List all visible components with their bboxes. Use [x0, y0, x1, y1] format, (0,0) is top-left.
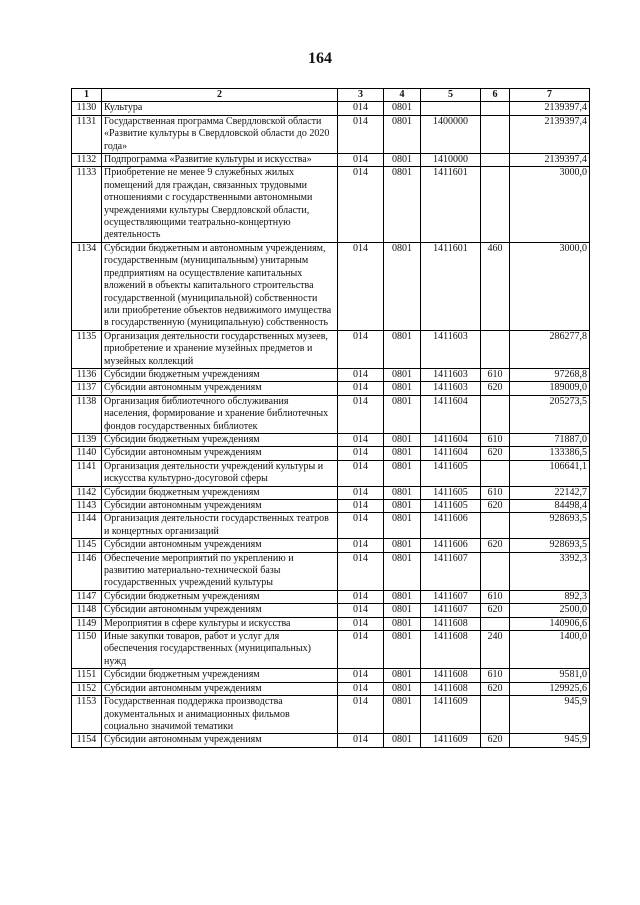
section-code: 0801 — [384, 486, 421, 499]
target-article-code: 1411603 — [421, 330, 481, 368]
ministry-code: 014 — [338, 460, 384, 486]
target-article-code: 1410000 — [421, 154, 481, 167]
table-row — [72, 539, 590, 552]
expense-type-code: 240 — [481, 631, 510, 669]
target-article-code: 1411603 — [421, 382, 481, 395]
ministry-code: 014 — [338, 368, 384, 381]
table-row — [72, 167, 590, 242]
expense-type-code: 620 — [481, 500, 510, 513]
column-header: 1 — [72, 89, 102, 102]
expense-type-code — [481, 696, 510, 734]
section-code: 0801 — [384, 682, 421, 695]
ministry-code: 014 — [338, 539, 384, 552]
item-name: Субсидии бюджетным учреждениям — [102, 669, 338, 682]
item-name: Субсидии бюджетным и автономным учреждениям, государственным (муниципальным) унитарным предприятиям на осуществление капитальных вложений в объекты капитального строительства государственной (муниципальной) собственности или приобретение объектов недвижимого имущества в государственную (муниципальную) собственность — [102, 242, 338, 330]
ministry-code: 014 — [338, 617, 384, 630]
amount: 9581,0 — [510, 669, 590, 682]
expense-type-code: 460 — [481, 242, 510, 330]
section-code: 0801 — [384, 539, 421, 552]
item-name: Организация деятельности государственных музеев, приобретение и хранение музейных предметов и музейных коллекций — [102, 330, 338, 368]
row-number: 1151 — [72, 669, 102, 682]
table-row — [72, 617, 590, 630]
section-code: 0801 — [384, 696, 421, 734]
ministry-code: 014 — [338, 631, 384, 669]
expense-type-code: 610 — [481, 669, 510, 682]
target-article-code: 1411604 — [421, 447, 481, 460]
row-number: 1152 — [72, 682, 102, 695]
section-code: 0801 — [384, 460, 421, 486]
target-article-code: 1411608 — [421, 631, 481, 669]
amount: 2139397,4 — [510, 115, 590, 153]
item-name: Субсидии бюджетным учреждениям — [102, 590, 338, 603]
target-article-code: 1411604 — [421, 395, 481, 433]
table-row — [72, 734, 590, 747]
ministry-code: 014 — [338, 154, 384, 167]
amount: 129925,6 — [510, 682, 590, 695]
table-row — [72, 631, 590, 669]
target-article-code: 1411607 — [421, 552, 481, 590]
table-row — [72, 154, 590, 167]
row-number: 1131 — [72, 115, 102, 153]
expense-type-code — [481, 330, 510, 368]
expense-type-code: 620 — [481, 539, 510, 552]
row-number: 1130 — [72, 102, 102, 115]
section-code: 0801 — [384, 631, 421, 669]
target-article-code: 1411607 — [421, 604, 481, 617]
row-number: 1143 — [72, 500, 102, 513]
expense-type-code: 620 — [481, 447, 510, 460]
target-article-code: 1411601 — [421, 242, 481, 330]
section-code: 0801 — [384, 552, 421, 590]
row-number: 1144 — [72, 513, 102, 539]
section-code: 0801 — [384, 102, 421, 115]
row-number: 1146 — [72, 552, 102, 590]
item-name: Иные закупки товаров, работ и услуг для обеспечения государственных (муниципальных) нужд — [102, 631, 338, 669]
row-number: 1147 — [72, 590, 102, 603]
row-number: 1153 — [72, 696, 102, 734]
expense-type-code: 610 — [481, 433, 510, 446]
item-name: Субсидии автономным учреждениям — [102, 500, 338, 513]
row-number: 1137 — [72, 382, 102, 395]
expense-type-code — [481, 513, 510, 539]
page-number: 164 — [308, 50, 332, 67]
table-row — [72, 669, 590, 682]
table-row — [72, 433, 590, 446]
amount: 22142,7 — [510, 486, 590, 499]
ministry-code: 014 — [338, 395, 384, 433]
target-article-code: 1400000 — [421, 115, 481, 153]
table-row — [72, 368, 590, 381]
amount: 945,9 — [510, 696, 590, 734]
table-row — [72, 115, 590, 153]
section-code: 0801 — [384, 669, 421, 682]
ministry-code: 014 — [338, 167, 384, 242]
table-row — [72, 552, 590, 590]
column-header: 5 — [421, 89, 481, 102]
target-article-code: 1411601 — [421, 167, 481, 242]
amount: 3000,0 — [510, 242, 590, 330]
section-code: 0801 — [384, 395, 421, 433]
ministry-code: 014 — [338, 513, 384, 539]
table-row — [72, 604, 590, 617]
row-number: 1154 — [72, 734, 102, 747]
amount: 892,3 — [510, 590, 590, 603]
ministry-code: 014 — [338, 486, 384, 499]
ministry-code: 014 — [338, 669, 384, 682]
section-code: 0801 — [384, 500, 421, 513]
amount: 2500,0 — [510, 604, 590, 617]
amount: 84498,4 — [510, 500, 590, 513]
target-article-code: 1411605 — [421, 460, 481, 486]
table-row — [72, 330, 590, 368]
target-article-code: 1411608 — [421, 617, 481, 630]
table-row — [72, 486, 590, 499]
amount: 928693,5 — [510, 513, 590, 539]
amount: 97268,8 — [510, 368, 590, 381]
item-name: Субсидии автономным учреждениям — [102, 734, 338, 747]
item-name: Обеспечение мероприятий по укреплению и развитию материально-технической базы государственных учреждений культуры — [102, 552, 338, 590]
row-number: 1140 — [72, 447, 102, 460]
target-article-code: 1411609 — [421, 734, 481, 747]
ministry-code: 014 — [338, 330, 384, 368]
item-name: Субсидии автономным учреждениям — [102, 447, 338, 460]
table-body — [72, 102, 590, 747]
section-code: 0801 — [384, 513, 421, 539]
item-name: Субсидии автономным учреждениям — [102, 382, 338, 395]
ministry-code: 014 — [338, 552, 384, 590]
ministry-code: 014 — [338, 696, 384, 734]
section-code: 0801 — [384, 447, 421, 460]
ministry-code: 014 — [338, 382, 384, 395]
item-name: Субсидии бюджетным учреждениям — [102, 486, 338, 499]
header-row — [72, 89, 590, 102]
amount: 106641,1 — [510, 460, 590, 486]
target-article-code: 1411609 — [421, 696, 481, 734]
expense-type-code: 620 — [481, 604, 510, 617]
budget-table — [71, 88, 590, 748]
amount: 3000,0 — [510, 167, 590, 242]
item-name: Подпрограмма «Развитие культуры и искусства» — [102, 154, 338, 167]
ministry-code: 014 — [338, 682, 384, 695]
expense-type-code: 610 — [481, 590, 510, 603]
amount: 140906,6 — [510, 617, 590, 630]
target-article-code: 1411603 — [421, 368, 481, 381]
column-header: 6 — [481, 89, 510, 102]
expense-type-code — [481, 115, 510, 153]
amount: 3392,3 — [510, 552, 590, 590]
section-code: 0801 — [384, 433, 421, 446]
item-name: Организация деятельности государственных театров и концертных организаций — [102, 513, 338, 539]
column-header: 3 — [338, 89, 384, 102]
row-number: 1134 — [72, 242, 102, 330]
section-code: 0801 — [384, 115, 421, 153]
item-name: Субсидии автономным учреждениям — [102, 604, 338, 617]
table-row — [72, 382, 590, 395]
target-article-code: 1411608 — [421, 682, 481, 695]
row-number: 1136 — [72, 368, 102, 381]
section-code: 0801 — [384, 382, 421, 395]
item-name: Культура — [102, 102, 338, 115]
target-article-code: 1411608 — [421, 669, 481, 682]
expense-type-code — [481, 167, 510, 242]
row-number: 1142 — [72, 486, 102, 499]
amount: 945,9 — [510, 734, 590, 747]
target-article-code: 1411604 — [421, 433, 481, 446]
expense-type-code — [481, 395, 510, 433]
table-row — [72, 460, 590, 486]
table-row — [72, 513, 590, 539]
row-number: 1141 — [72, 460, 102, 486]
row-number: 1133 — [72, 167, 102, 242]
table-row — [72, 447, 590, 460]
section-code: 0801 — [384, 590, 421, 603]
row-number: 1145 — [72, 539, 102, 552]
row-number: 1149 — [72, 617, 102, 630]
table-row — [72, 102, 590, 115]
section-code: 0801 — [384, 734, 421, 747]
table-row — [72, 696, 590, 734]
target-article-code — [421, 102, 481, 115]
ministry-code: 014 — [338, 604, 384, 617]
row-number: 1139 — [72, 433, 102, 446]
expense-type-code — [481, 102, 510, 115]
row-number: 1148 — [72, 604, 102, 617]
section-code: 0801 — [384, 167, 421, 242]
item-name: Государственная программа Свердловской области «Развитие культуры в Свердловской области до 2020 года» — [102, 115, 338, 153]
item-name: Мероприятия в сфере культуры и искусства — [102, 617, 338, 630]
item-name: Субсидии автономным учреждениям — [102, 539, 338, 552]
item-name: Субсидии автономным учреждениям — [102, 682, 338, 695]
ministry-code: 014 — [338, 447, 384, 460]
item-name: Приобретение не менее 9 служебных жилых помещений для граждан, связанных трудовыми отношениями с государственными автономными учреждениями культуры Свердловской области, осуществляющими театрально-концертную деятельность — [102, 167, 338, 242]
row-number: 1132 — [72, 154, 102, 167]
table-row — [72, 242, 590, 330]
row-number: 1150 — [72, 631, 102, 669]
amount: 189009,0 — [510, 382, 590, 395]
amount: 2139397,4 — [510, 154, 590, 167]
amount: 928693,5 — [510, 539, 590, 552]
item-name: Организация деятельности учреждений культуры и искусства культурно-досуговой сферы — [102, 460, 338, 486]
expense-type-code: 610 — [481, 368, 510, 381]
row-number: 1138 — [72, 395, 102, 433]
expense-type-code — [481, 460, 510, 486]
ministry-code: 014 — [338, 115, 384, 153]
section-code: 0801 — [384, 368, 421, 381]
ministry-code: 014 — [338, 433, 384, 446]
column-header: 4 — [384, 89, 421, 102]
expense-type-code — [481, 154, 510, 167]
column-header: 2 — [102, 89, 338, 102]
target-article-code: 1411606 — [421, 513, 481, 539]
item-name: Организация библиотечного обслуживания населения, формирование и хранение библиотечных фондов государственных библиотек — [102, 395, 338, 433]
expense-type-code: 620 — [481, 682, 510, 695]
amount: 2139397,4 — [510, 102, 590, 115]
expense-type-code — [481, 617, 510, 630]
ministry-code: 014 — [338, 734, 384, 747]
section-code: 0801 — [384, 154, 421, 167]
target-article-code: 1411605 — [421, 486, 481, 499]
section-code: 0801 — [384, 242, 421, 330]
section-code: 0801 — [384, 330, 421, 368]
table-row — [72, 500, 590, 513]
item-name: Государственная поддержка производства документальных и анимационных фильмов социально значимой тематики — [102, 696, 338, 734]
section-code: 0801 — [384, 617, 421, 630]
ministry-code: 014 — [338, 590, 384, 603]
ministry-code: 014 — [338, 242, 384, 330]
amount: 71887,0 — [510, 433, 590, 446]
amount: 1400,0 — [510, 631, 590, 669]
table-row — [72, 682, 590, 695]
ministry-code: 014 — [338, 500, 384, 513]
amount: 286277,8 — [510, 330, 590, 368]
item-name: Субсидии бюджетным учреждениям — [102, 368, 338, 381]
expense-type-code: 620 — [481, 734, 510, 747]
expense-type-code: 620 — [481, 382, 510, 395]
row-number: 1135 — [72, 330, 102, 368]
target-article-code: 1411606 — [421, 539, 481, 552]
target-article-code: 1411607 — [421, 590, 481, 603]
ministry-code: 014 — [338, 102, 384, 115]
section-code: 0801 — [384, 604, 421, 617]
target-article-code: 1411605 — [421, 500, 481, 513]
item-name: Субсидии бюджетным учреждениям — [102, 433, 338, 446]
expense-type-code: 610 — [481, 486, 510, 499]
amount: 205273,5 — [510, 395, 590, 433]
expense-type-code — [481, 552, 510, 590]
table-row — [72, 590, 590, 603]
table-row — [72, 395, 590, 433]
column-header: 7 — [510, 89, 590, 102]
amount: 133386,5 — [510, 447, 590, 460]
